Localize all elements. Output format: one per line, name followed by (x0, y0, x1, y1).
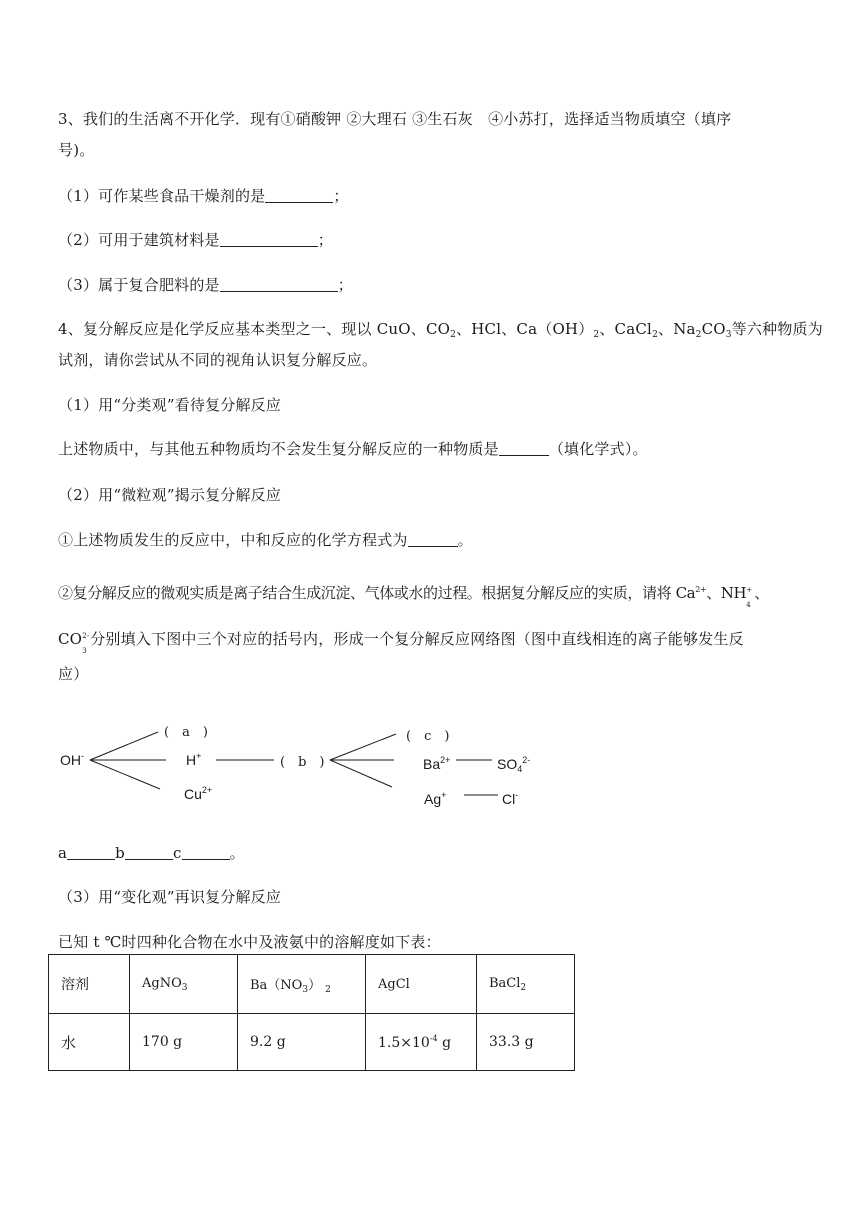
q4-part3-text: 已知 t ℃时四种化合物在水中及液氨中的溶解度如下表： (58, 933, 441, 951)
q3-stem-line1: 3、我们的生活离不开化学．现有①硝酸钾 ②大理石 ③生石灰 ④小苏打，选择适当物质填空（填序 (58, 110, 732, 128)
ion-so4: $SO_4^{2-}$ (497, 755, 531, 774)
table-header-cell: BaCl$_2$ (477, 955, 575, 1014)
q4-part1-question (58, 438, 648, 459)
q3-sub1-text: （1）可作某些食品干燥剂的是 (58, 187, 266, 205)
table-header-cell: 溶剂 (49, 955, 130, 1014)
q3-sub2-end: ； (317, 231, 333, 249)
q4-part2-q2-d: CO (58, 630, 83, 648)
sub-2: 2 (695, 330, 702, 340)
q4-part2-q2-line2 (58, 628, 744, 655)
q4-intro-line2: 试剂，请你尝试从不同的视角认识复分解反应。 (58, 351, 378, 369)
line-oh-cu (90, 760, 160, 789)
sub-3: 3 (82, 647, 87, 655)
q4-part2-q1-end: 。 (457, 531, 473, 549)
q4-part2-title: （2）用“微粒观”揭示复分解反应 (58, 486, 282, 504)
q3-sub3-text: （3）属于复合肥料的是 (58, 276, 220, 294)
q3-sub2 (58, 229, 333, 250)
reaction-network-diagram (56, 712, 536, 812)
q3-sub3 (58, 274, 353, 295)
q4-part2-q2-line3: 应） (58, 665, 89, 683)
answer-end: 。 (229, 844, 245, 862)
slot-c: ( c ) (406, 729, 450, 744)
table-cell: $1.5\times 10^{-4}$ g (366, 1014, 477, 1071)
solubility-table (48, 954, 575, 1071)
q4-part1-blank[interactable] (499, 441, 549, 456)
table-cell: 170 g (130, 1014, 238, 1071)
q4-part2-q1 (58, 529, 473, 550)
table-header-row (49, 955, 575, 1014)
q4-intro-d: 、Na (658, 320, 696, 338)
ion-ba: $Ba^{2+}$ (423, 755, 451, 772)
ion-h: H+ (186, 751, 202, 768)
q3-sub2-blank[interactable] (220, 232, 318, 247)
q4-part2-q1-blank[interactable] (408, 532, 458, 547)
q4-part2-q2-line1 (58, 582, 769, 609)
answer-a-label: a (58, 844, 68, 862)
table-row (49, 1014, 575, 1071)
q4-part1-text: 上述物质中，与其他五种物质均不会发生复分解反应的一种物质是 (58, 440, 499, 458)
q4-intro-a: 4、复分解反应是化学反应基本类型之一、现以 CuO、CO (58, 320, 451, 338)
q4-part2-q2-a: ②复分解反应的微观实质是离子结合生成沉淀、气体或水的过程。根据复分解反应的实质，请将 Ca (58, 584, 696, 602)
slot-a: ( a ) (164, 725, 208, 740)
q3-sub3-blank[interactable] (220, 277, 338, 292)
q4-intro-f: 等六种物质为 (731, 320, 823, 338)
slot-b: ( b ) (280, 755, 325, 770)
table-cell: 水 (49, 1014, 130, 1071)
ion-cl: Cl- (502, 790, 519, 807)
sup-2plus: 2+ (695, 585, 707, 594)
ion-oh: OH- (60, 751, 84, 768)
q3-sub1 (58, 185, 349, 206)
table-header-cell: AgCl (366, 955, 477, 1014)
answer-a-blank[interactable] (67, 845, 115, 860)
ion-cu: $Cu^{2+}$ (184, 785, 213, 802)
sub-2: 2 (652, 330, 658, 340)
sup-2minus: 2- (82, 632, 90, 640)
sub-2: 2 (450, 330, 457, 340)
q4-part1-title: （1）用“分类观”看待复分解反应 (58, 396, 282, 414)
table-cell: 9.2 g (238, 1014, 366, 1071)
q4-part2-q1-text: ①上述物质发生的反应中，中和反应的化学方程式为 (58, 531, 408, 549)
line-b-c (330, 734, 396, 760)
q4-intro-c: 、CaCl (599, 320, 653, 338)
table-cell: 33.3 g (477, 1014, 575, 1071)
q4-part1-end: （填化学式）。 (548, 440, 648, 458)
q4-intro-e: CO (701, 320, 726, 338)
q4-part2-q2-b: 、NH (706, 584, 747, 602)
q4-intro-line1 (58, 318, 823, 340)
q4-part2-q2-e: 分别填入下图中三个对应的括号内，形成一个复分解反应网络图（图中直线相连的离子能够发生反 (90, 630, 744, 648)
ion-ag: Ag+ (424, 790, 447, 807)
q3-sub2-text: （2）可用于建筑材料是 (58, 231, 220, 249)
q3-sub3-end: ； (337, 276, 353, 294)
table-header-cell: AgNO$_3$ (130, 955, 238, 1014)
line-oh-a (90, 732, 158, 760)
q4-intro-b: 、HCl、Ca（OH） (456, 320, 594, 338)
answer-b-label: b (115, 844, 125, 862)
table-header-cell: $Ba(NO_3)$ $_2$ (238, 955, 366, 1014)
q4-part3-title: （3）用“变化观”再识复分解反应 (58, 888, 282, 906)
answer-c-blank[interactable] (182, 845, 230, 860)
line-b-ag (330, 760, 392, 787)
sub-2: 2 (593, 330, 600, 340)
q4-diagram-answers (58, 842, 245, 863)
sup-plus: + (746, 586, 752, 594)
answer-c-label: c (172, 844, 182, 862)
q4-part2-q2-c: 、 (754, 584, 769, 602)
q3-stem-line2: 号)。 (58, 141, 95, 159)
answer-b-blank[interactable] (125, 845, 173, 860)
sub-4: 4 (746, 601, 751, 609)
q3-sub1-blank[interactable] (265, 188, 333, 203)
q3-sub1-end: ； (333, 187, 349, 205)
sub-3: 3 (725, 330, 732, 340)
